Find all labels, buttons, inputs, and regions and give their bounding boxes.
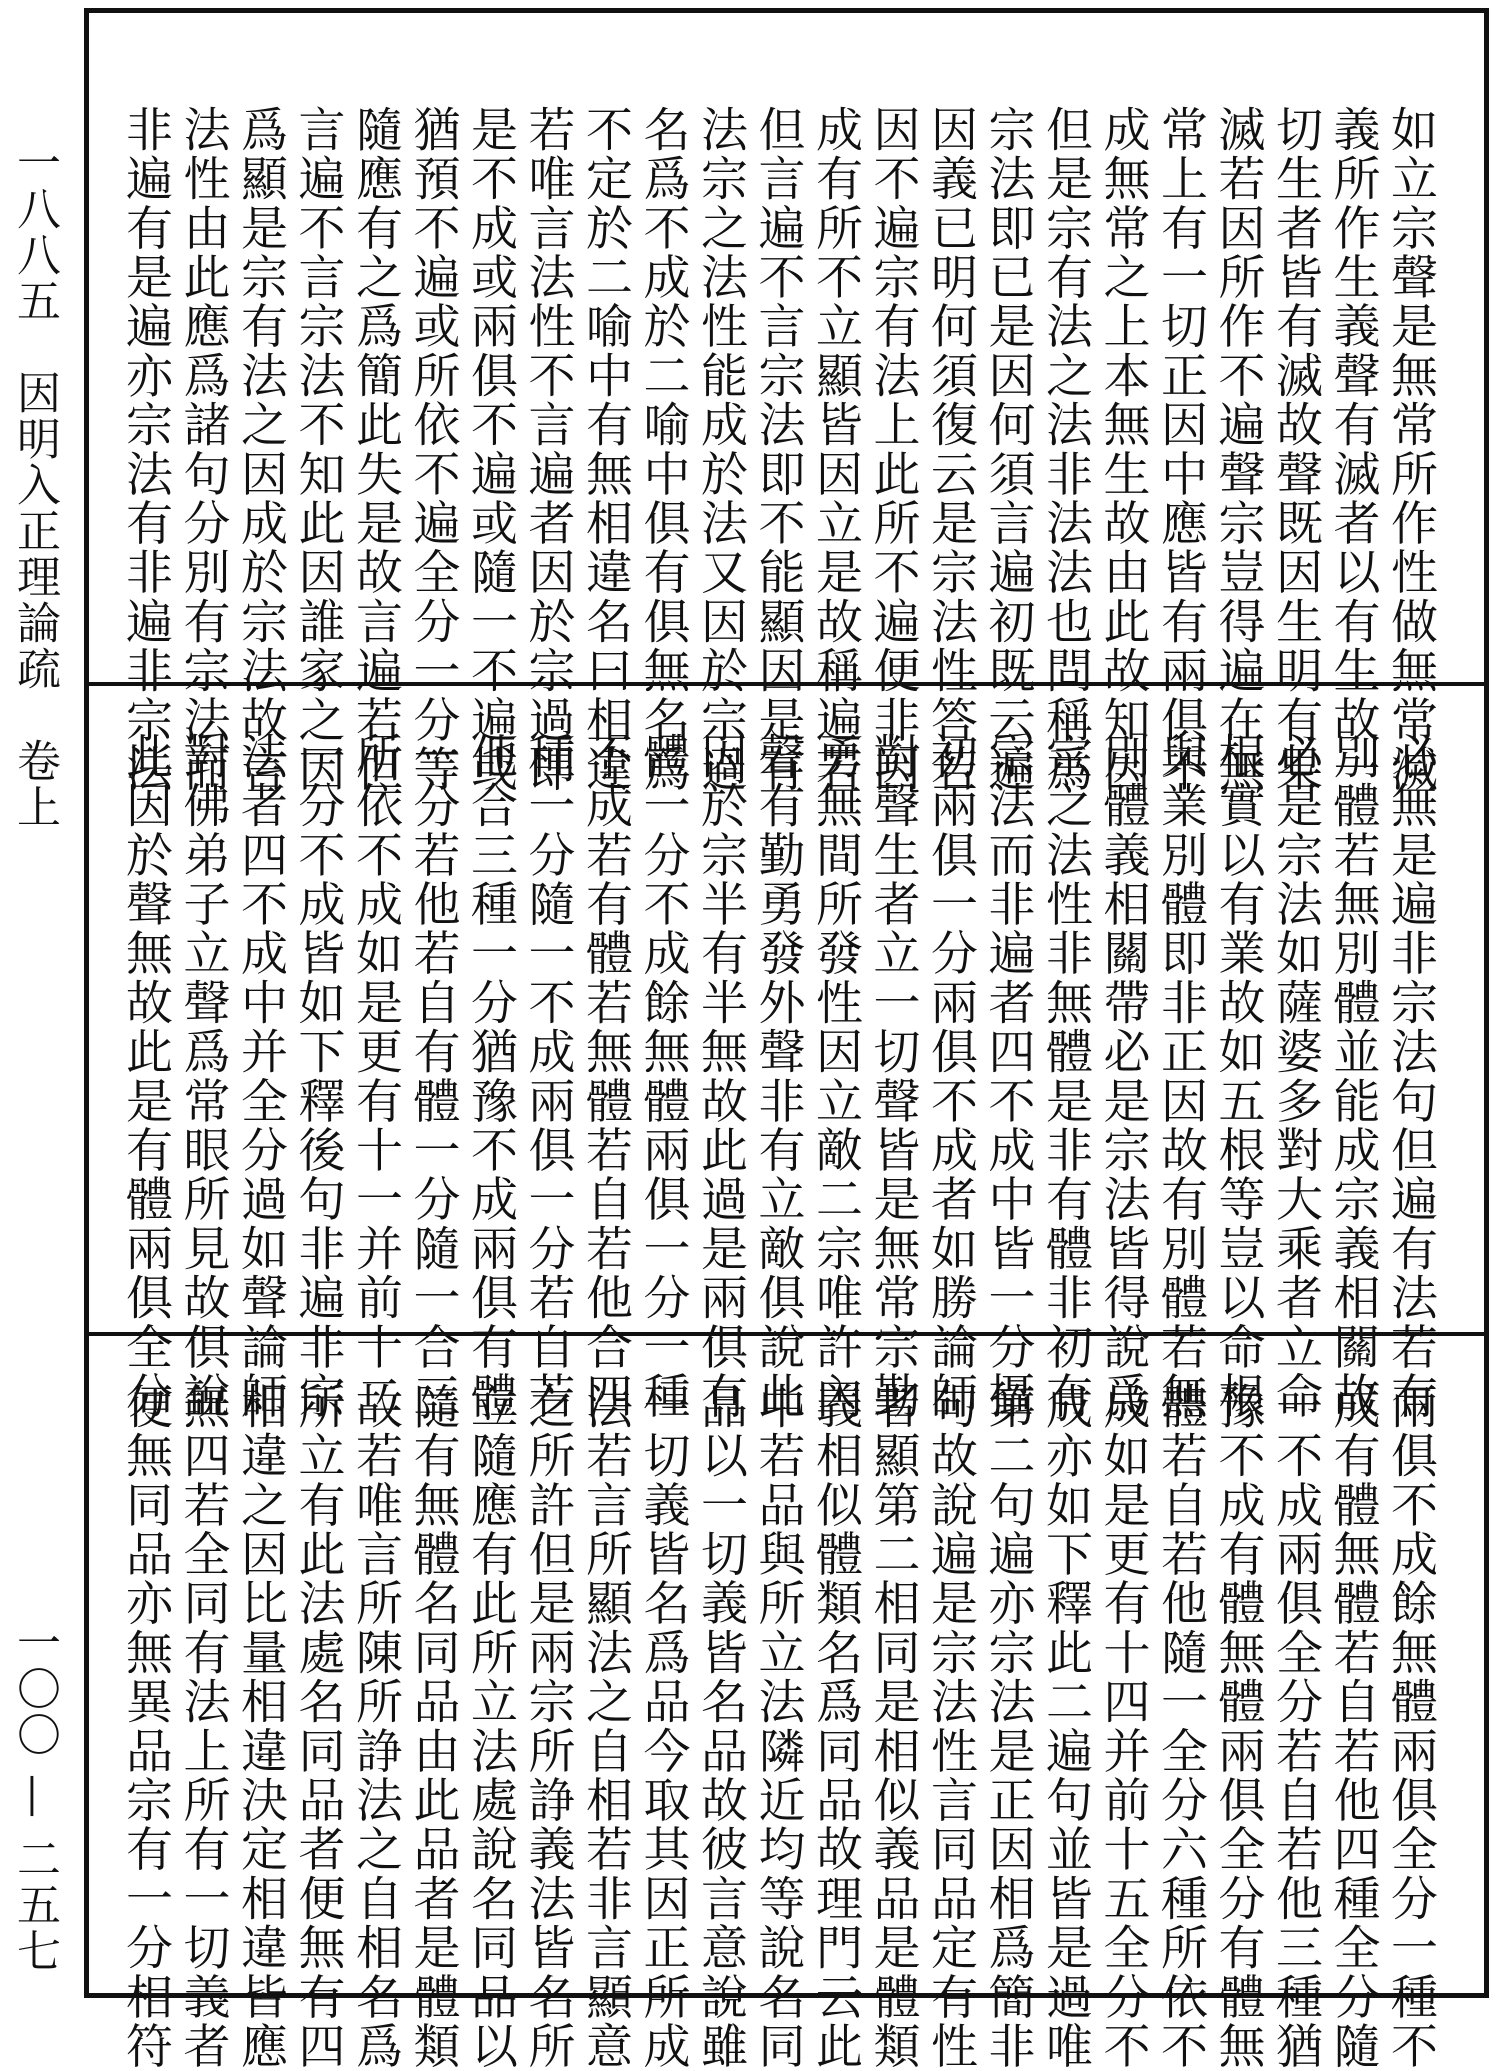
text-column: 他合三種一分猶豫不成兩俱有體 (463, 732, 518, 1421)
text-column: 一分不成皆如下釋後句非遍非宗 (290, 732, 346, 1421)
text-column: 對佛弟子立聲爲常眼所見故俱說 (175, 732, 231, 1421)
text-column: 相違之因比量相違決定相違皆應 (233, 1382, 288, 2071)
text-column: 一不成兩俱全分若自若他三種猶 (1268, 1382, 1323, 2071)
text-column: 若唯言法性不言遍者因於宗過即 (520, 105, 576, 794)
text-column: 之所許但是兩宗所諍義法皆名所 (520, 1382, 576, 2071)
text-column: 成有所不立顯皆因立是故稱遍若 (808, 105, 863, 794)
text-column: 兩俱不成餘無體兩俱全分一種不 (1383, 1382, 1438, 2071)
text-column: 但是宗有法之法非法法也問稱爲 (1038, 105, 1093, 794)
text-column: 法若言所顯法之自相若非言顯意 (578, 1382, 633, 2071)
text-column: 爲顯是宗有法之因成於宗法故言 (233, 105, 288, 794)
text-column: 故若唯言所陳所諍法之自相名爲 (348, 1382, 403, 2071)
text-column: 必是宗法如薩婆多對大乘者立命 (1268, 732, 1323, 1421)
text-column: 切生者皆有滅故聲既因生明有果 (1268, 105, 1323, 794)
text-column: 滅若因所作不遍聲宗豈得遍在無 (1210, 105, 1266, 794)
text-column: 所立有此法處名同品者便無有四 (290, 1382, 346, 2071)
text-column: 因不遍宗有法上此所不遍便非因 (865, 105, 921, 794)
text-column: 一切義皆名爲品今取其因正所成 (635, 1382, 691, 2071)
text-column: 豫不成有體無體兩俱全分有體無 (1210, 1382, 1266, 2071)
text-column: 言遍不言宗法不知此因誰家之因 (290, 105, 346, 794)
text-column: 非遍有是遍亦宗法有非遍非宗法 (118, 105, 173, 794)
text-column: 名爲不成於二喻中俱有俱無名爲 (635, 105, 691, 794)
text-column: 者顯第二相同是相似義品是體類 (865, 1382, 921, 2071)
text-panel-1 (89, 13, 1484, 794)
text-column: 勇無間所發性因立敵二宗唯許內 (808, 732, 863, 1421)
text-column: 品以一切義皆名品故彼言意說雖 (693, 1382, 748, 2071)
text-column: 義所作生義聲有滅者以有生故一 (1325, 105, 1381, 794)
text-column: 對聲生者立一切聲皆是無常宗勤 (865, 732, 921, 1421)
text-column: 常上有一切正因中應皆有兩俱不 (1153, 105, 1208, 794)
text-column: 第二句遍亦宗法是正因相爲簡非 (980, 1382, 1036, 2071)
text-column: 是不成或兩俱不遍或隨一不遍或 (463, 105, 518, 794)
text-column: 猶預不遍或所依不遍全分一分等 (405, 105, 461, 794)
text-column: 便無同品亦無異品宗有一分相符 (118, 1382, 173, 2071)
text-column: 無四若全同有法上所有一切義者 (175, 1382, 231, 2071)
text-column: 法宗之法性能成於法又因於宗過 (693, 105, 748, 794)
text-column: 聲有勤勇發外聲非有立敵俱說此 (750, 732, 806, 1421)
text-column: 句故說遍是宗法性言同品定有性 (923, 1382, 978, 2071)
text-column: 體若自若他隨一全分六種所依不 (1153, 1382, 1208, 2071)
text-column: 成有體無體若自若他四種全分隨 (1325, 1382, 1381, 2071)
text-column: 所依不成如是更有十一并前十二 (348, 732, 403, 1421)
text-column: 宗之法性非無體是非有體非初有 (1038, 732, 1093, 1421)
text-column: 種一分隨一不成兩俱一分若自若 (520, 732, 576, 1421)
text-column: 別體義相關帶必是宗法皆得說爲 (1095, 732, 1151, 1421)
text-column: 宗法即已是因何須言遍初既云遍 (980, 105, 1036, 794)
text-column: 中若品與所立法隣近均等說名同 (750, 1382, 806, 2071)
text-column: 必無是遍非宗法句但遍有法若有 (1383, 732, 1438, 1421)
text-column: 但言遍不言宗法即不能顯因是有 (750, 105, 806, 794)
text-column: 不定於二喻中有無相違名曰相違 (578, 105, 633, 794)
text-column: 此因於聲無故此是有體兩俱全分 (118, 732, 173, 1421)
text-column: 隨有無體名同品由此品者是體類 (405, 1382, 461, 2071)
text-column: 體一分不成餘無體兩俱一分一種 (635, 732, 691, 1421)
page-frame (84, 8, 1489, 2071)
text-column: 隨應有之爲簡此失是故言遍若但 (348, 105, 403, 794)
text-column: 因於宗半有半無故此過是兩俱有 (693, 732, 748, 1421)
text-panel-3 (89, 1336, 1484, 2071)
text-column: 與業別體即非正因故有別體若無 (1153, 732, 1208, 1421)
text-column: 成如是更有十四并前十五全分不 (1095, 1382, 1151, 2071)
margin-title: 一八八五 因明入正理論疏 卷上 (9, 140, 60, 830)
text-column: 不成若有體若無體若自若他合四 (578, 732, 633, 1421)
text-column: 成無常之上本無生故由此故知因 (1095, 105, 1151, 794)
text-column: 義相似體類名爲同品故理門云此 (808, 1382, 863, 2071)
text-column: 法者四不成中并全分過如聲論師 (233, 732, 288, 1421)
text-column: 因義已明何須復云是宗法性答若 (923, 105, 978, 794)
text-column: 一分若他若自有體一分隨一合三 (405, 732, 461, 1421)
text-column: 如立宗聲是無常所作性做無常滅 (1383, 105, 1438, 794)
text-column: 宗法而非遍者四不成中皆一分攝 (980, 732, 1036, 1421)
margin-page-number: 一〇〇 — 二五七 (9, 1620, 60, 1974)
text-column: 別體若無別體並能成宗義相關故 (1325, 732, 1381, 1421)
text-column: 法性由此應爲諸句分別有宗法而 (175, 105, 231, 794)
text-panel-2 (89, 686, 1484, 1421)
text-column: 根實以有業故如五根等豈以命根 (1210, 732, 1266, 1421)
text-column: 立隨應有此所立法處說名同品以 (463, 1382, 518, 2071)
text-column: 初兩俱一分兩俱不成者如勝論師 (923, 732, 978, 1421)
text-column: 成亦如下釋此二遍句並皆是過唯 (1038, 1382, 1093, 2071)
